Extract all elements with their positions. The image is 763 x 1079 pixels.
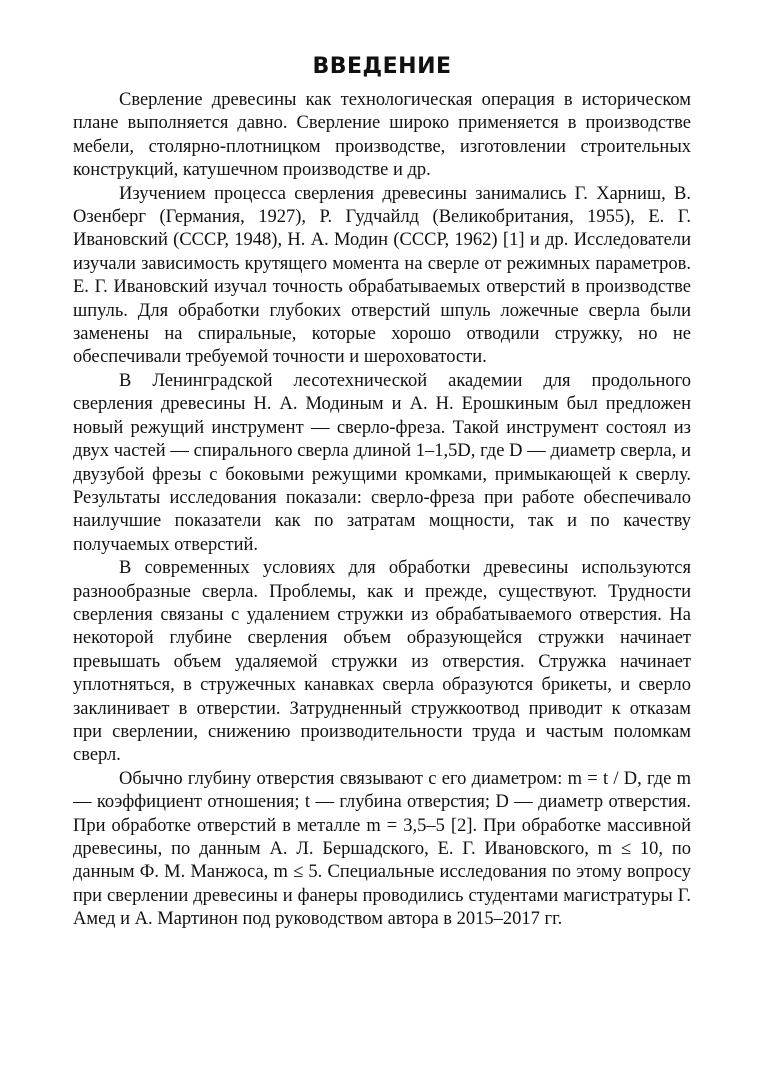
paragraph-2: Изучением процесса сверления древесины занимались Г. Харниш, В. Озенберг (Германия, 1927), Р. Гудчайлд (Великобритания, 1955), Е. Г. Ивановский (СССР, 1948), Н. А. Модин (СССР, 1962) [1] и др. Исследователи изучали зависимость крутящего момента на сверле от режимных параметров. Е. Г. Ивановский изучал точность обрабатываемых отверстий в производстве шпуль. Для обработки глубоких отверстий шпуль ложечные сверла были заменены на спиральные, которые хорошо отводили стружку, но не обеспечивали требуемой точности и шероховатости. (73, 183, 691, 368)
paragraph-3: В Ленинградской лесотехнической академии для продольного сверления древесины Н. А. Модиным и А. Н. Ерошкиным был предложен новый режущий инструмент — сверло-фреза. Такой инструмент состоял из двух частей — спирального сверла длиной 1–1,5D, где D — диаметр сверла, и двузубой фрезы с боковыми режущими кромками, примыкающей к сверлу. Результаты исследования показали: сверло-фреза при работе обеспечивало наилучшие показатели как по затратам мощности, так и по качеству получаемых отверстий. (73, 370, 691, 555)
page-title: ВВЕДЕНИЕ (312, 54, 452, 79)
paragraph-1: Сверление древесины как технологическая операция в историческом плане выполняется давно. Сверление широко применяется в производстве мебели, столярно-плотницком производстве, изготовлении строительных конструкций, катушечном производстве и др. (73, 90, 691, 181)
paragraph-4: В современных условиях для обработки древесины используются разнообразные сверла. Проблемы, как и прежде, существуют. Трудности сверления связаны с удалением стружки из обрабатываемого отверстия. На некоторой глубине сверления объем образующейся стружки начинает превышать объем удаляемой стружки из отверстия. Стружка начинает уплотняться, в стружечных канавках сверла образуются брикеты, и сверло заклинивает в отверстии. Затрудненный стружкоотвод приводит к отказам при сверлении, снижению производительности труда и частым поломкам сверл. (73, 558, 691, 766)
document-body (73, 89, 691, 932)
paragraph-5: Обычно глубину отверстия связывают с его диаметром: m = t / D, где m — коэффициент отношения; t — глубина отверстия; D — диаметр отверстия. При обработке отверстий в металле m = 3,5–5 [2]. При обработке массивной древесины, по данным А. Л. Бершадского, Е. Г. Ивановского, m ≤ 10, по данным Ф. М. Манжоса, m ≤ 5. Специальные исследования по этому вопросу при сверлении древесины и фанеры проводились студентами магистратуры Г. Амед и А. Мартинон под руководством автора в 2015–2017 гг. (73, 768, 691, 930)
